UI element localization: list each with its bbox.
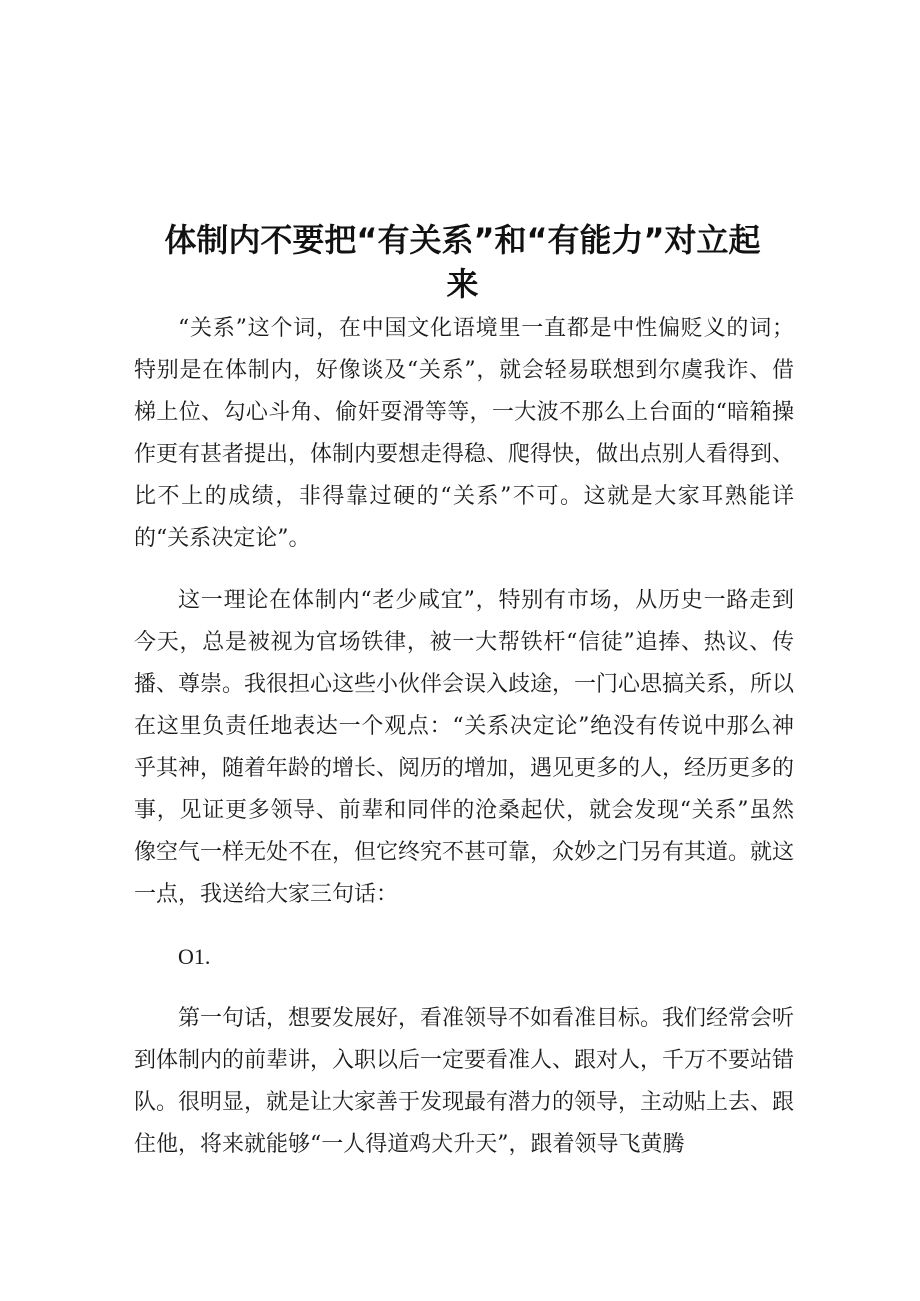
- paragraph-intro: “关系”这个词，在中国文化语境里一直都是中性偏贬义的词；特别是在体制内，好像谈及“关系”，就会轻易联想到尔虞我诈、借梯上位、勾心斗角、偷奸耍滑等等，一大波不那么上台面的“暗箱操作更有甚者提出，体制内要想走得稳、爬得快，做出点别人看得到、比不上的成绩，非得靠过硬的“关系”不可。这就是大家耳熟能详的“关系决定论”。: [134, 316, 795, 551]
- article-title: 体制内不要把“有关系”和“有能力”对立起来: [164, 221, 761, 303]
- paragraph-first-advice: 第一句话，想要发展好，看准领导不如看准目标。我们经常会听到体制内的前辈讲，入职以后一定要看准人、跟对人，千万不要站错队。很明显，就是让大家善于发现最有潜力的领导，主动贴上去、跟住他，将来就能够“一人得道鸡犬升天”，跟着领导飞黄腾: [134, 1006, 795, 1157]
- paragraph-theory: 这一理论在体制内“老少咸宜”，特别有市场，从历史一路走到今天，总是被视为官场铁律，被一大帮铁杆“信徒”追捧、热议、传播、尊崇。我很担心这些小伙伴会误入歧途，一门心思搞关系，所以在这里负责任地表达一个观点：“关系决定论”绝没有传说中那么神乎其神，随着年龄的增长、阅历的增加，遇见更多的人，经历更多的事，见证更多领导、前辈和同伴的沧桑起伏，就会发现“关系”虽然像空气一样无处不在，但它终究不甚可靠，众妙之门另有其道。就这一点，我送给大家三句话：: [134, 588, 795, 907]
- section-label: O1.: [178, 944, 211, 969]
- article-body: [134, 308, 794, 1186]
